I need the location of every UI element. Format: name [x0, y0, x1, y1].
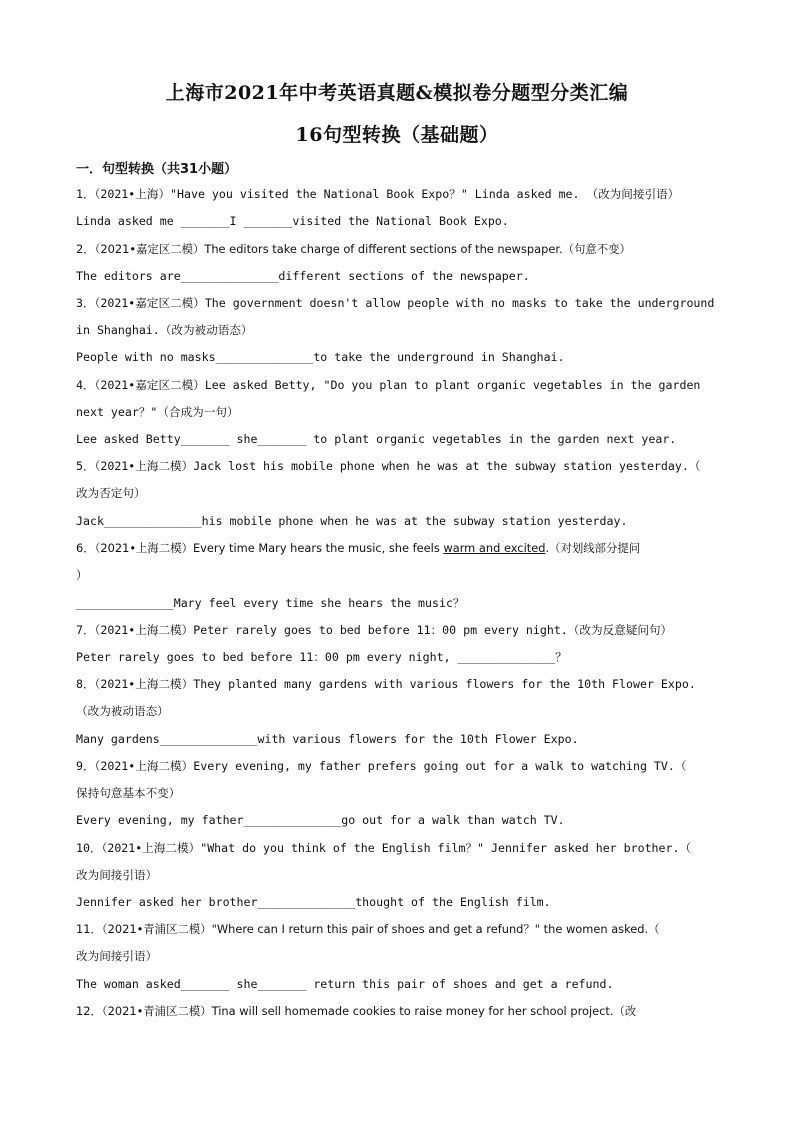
- question-11: 11．（2021•青浦区二模）"Where can I return this pair of shoes and get a refund？" the women asked.（: [76, 922, 660, 936]
- question-6-underlined: warm and excited: [443, 541, 546, 555]
- document-title: 上海市2021年中考英语真题&模拟卷分题型分类汇编: [165, 82, 629, 104]
- question-8-cont: （改为被动语态）: [76, 704, 169, 718]
- question-8: 8．（2021•上海二模）They planted many gardens with various flowers for the 10th Flower Expo.: [76, 677, 696, 691]
- answer-5: Jack______________his mobile phone when he was at the subway station yesterday.: [76, 514, 628, 528]
- question-6: [76, 540, 722, 556]
- question-9-cont: 保持句意基本不变）: [76, 786, 181, 800]
- question-3-cont: in Shanghai.（改为被动语态）: [76, 323, 253, 337]
- question-9: 9．（2021•上海二模）Every evening, my father prefers going out for a walk to watching TV.（: [76, 759, 687, 773]
- answer-3: People with no masks______________to take the underground in Shanghai.: [76, 350, 565, 364]
- answer-7: Peter rarely goes to bed before 11：00 pm every night, ______________？: [76, 650, 567, 664]
- question-6-cont: ）: [76, 568, 88, 582]
- question-6-tail: .（对划线部分提问: [545, 541, 641, 555]
- question-11-cont: 改为间接引语）: [76, 949, 158, 963]
- question-2: 2．（2021•嘉定区二模）The editors take charge of different sections of the newspaper.（句意不变）: [76, 242, 631, 256]
- answer-10: Jennifer asked her brother______________thought of the English film.: [76, 895, 551, 909]
- question-12: 12．（2021•青浦区二模）Tina will sell homemade cookies to raise money for her school project.（改: [76, 1004, 637, 1018]
- question-1: 1．（2021•上海）"Have you visited the National Book Expo？" Linda asked me. （改为间接引语）: [76, 187, 680, 201]
- answer-11: The woman asked_______ she_______ return this pair of shoes and get a refund.: [76, 977, 614, 991]
- answer-8: Many gardens______________with various flowers for the 10th Flower Expo.: [76, 732, 579, 746]
- question-5: 5．（2021•上海二模）Jack lost his mobile phone when he was at the subway station yesterday.（: [76, 459, 701, 473]
- question-4: 4．（2021•嘉定区二模）Lee asked Betty, "Do you plan to plant organic vegetables in the garden: [76, 378, 701, 392]
- answer-1: Linda asked me _______I _______visited the National Book Expo.: [76, 214, 509, 228]
- answer-2: The editors are______________different sections of the newspaper.: [76, 269, 530, 283]
- question-5-cont: 改为否定句）: [76, 486, 146, 500]
- question-10-cont: 改为间接引语）: [76, 868, 158, 882]
- question-3: 3．（2021•嘉定区二模）The government doesn't allow people with no masks to take the underground: [76, 296, 715, 310]
- question-7: 7．（2021•上海二模）Peter rarely goes to bed before 11：00 pm every night.（改为反意疑问句）: [76, 623, 673, 637]
- answer-6: ______________Mary feel every time she hears the music？: [76, 596, 465, 610]
- question-6-text: 6．（2021•上海二模）Every time Mary hears the music, she feels: [76, 541, 444, 555]
- answer-4: Lee asked Betty_______ she_______ to plant organic vegetables in the garden next year.: [76, 432, 677, 446]
- question-4-cont: next year？"（合成为一句）: [76, 405, 239, 419]
- answer-9: Every evening, my father______________go out for a walk than watch TV.: [76, 813, 565, 827]
- question-10: 10．（2021•上海二模）"What do you think of the English film？" Jennifer asked her brother.（: [76, 841, 692, 855]
- document-subtitle: 16句型转换（基础题）: [295, 124, 499, 146]
- section-heading: 一．句型转换（共31小题）: [76, 162, 238, 177]
